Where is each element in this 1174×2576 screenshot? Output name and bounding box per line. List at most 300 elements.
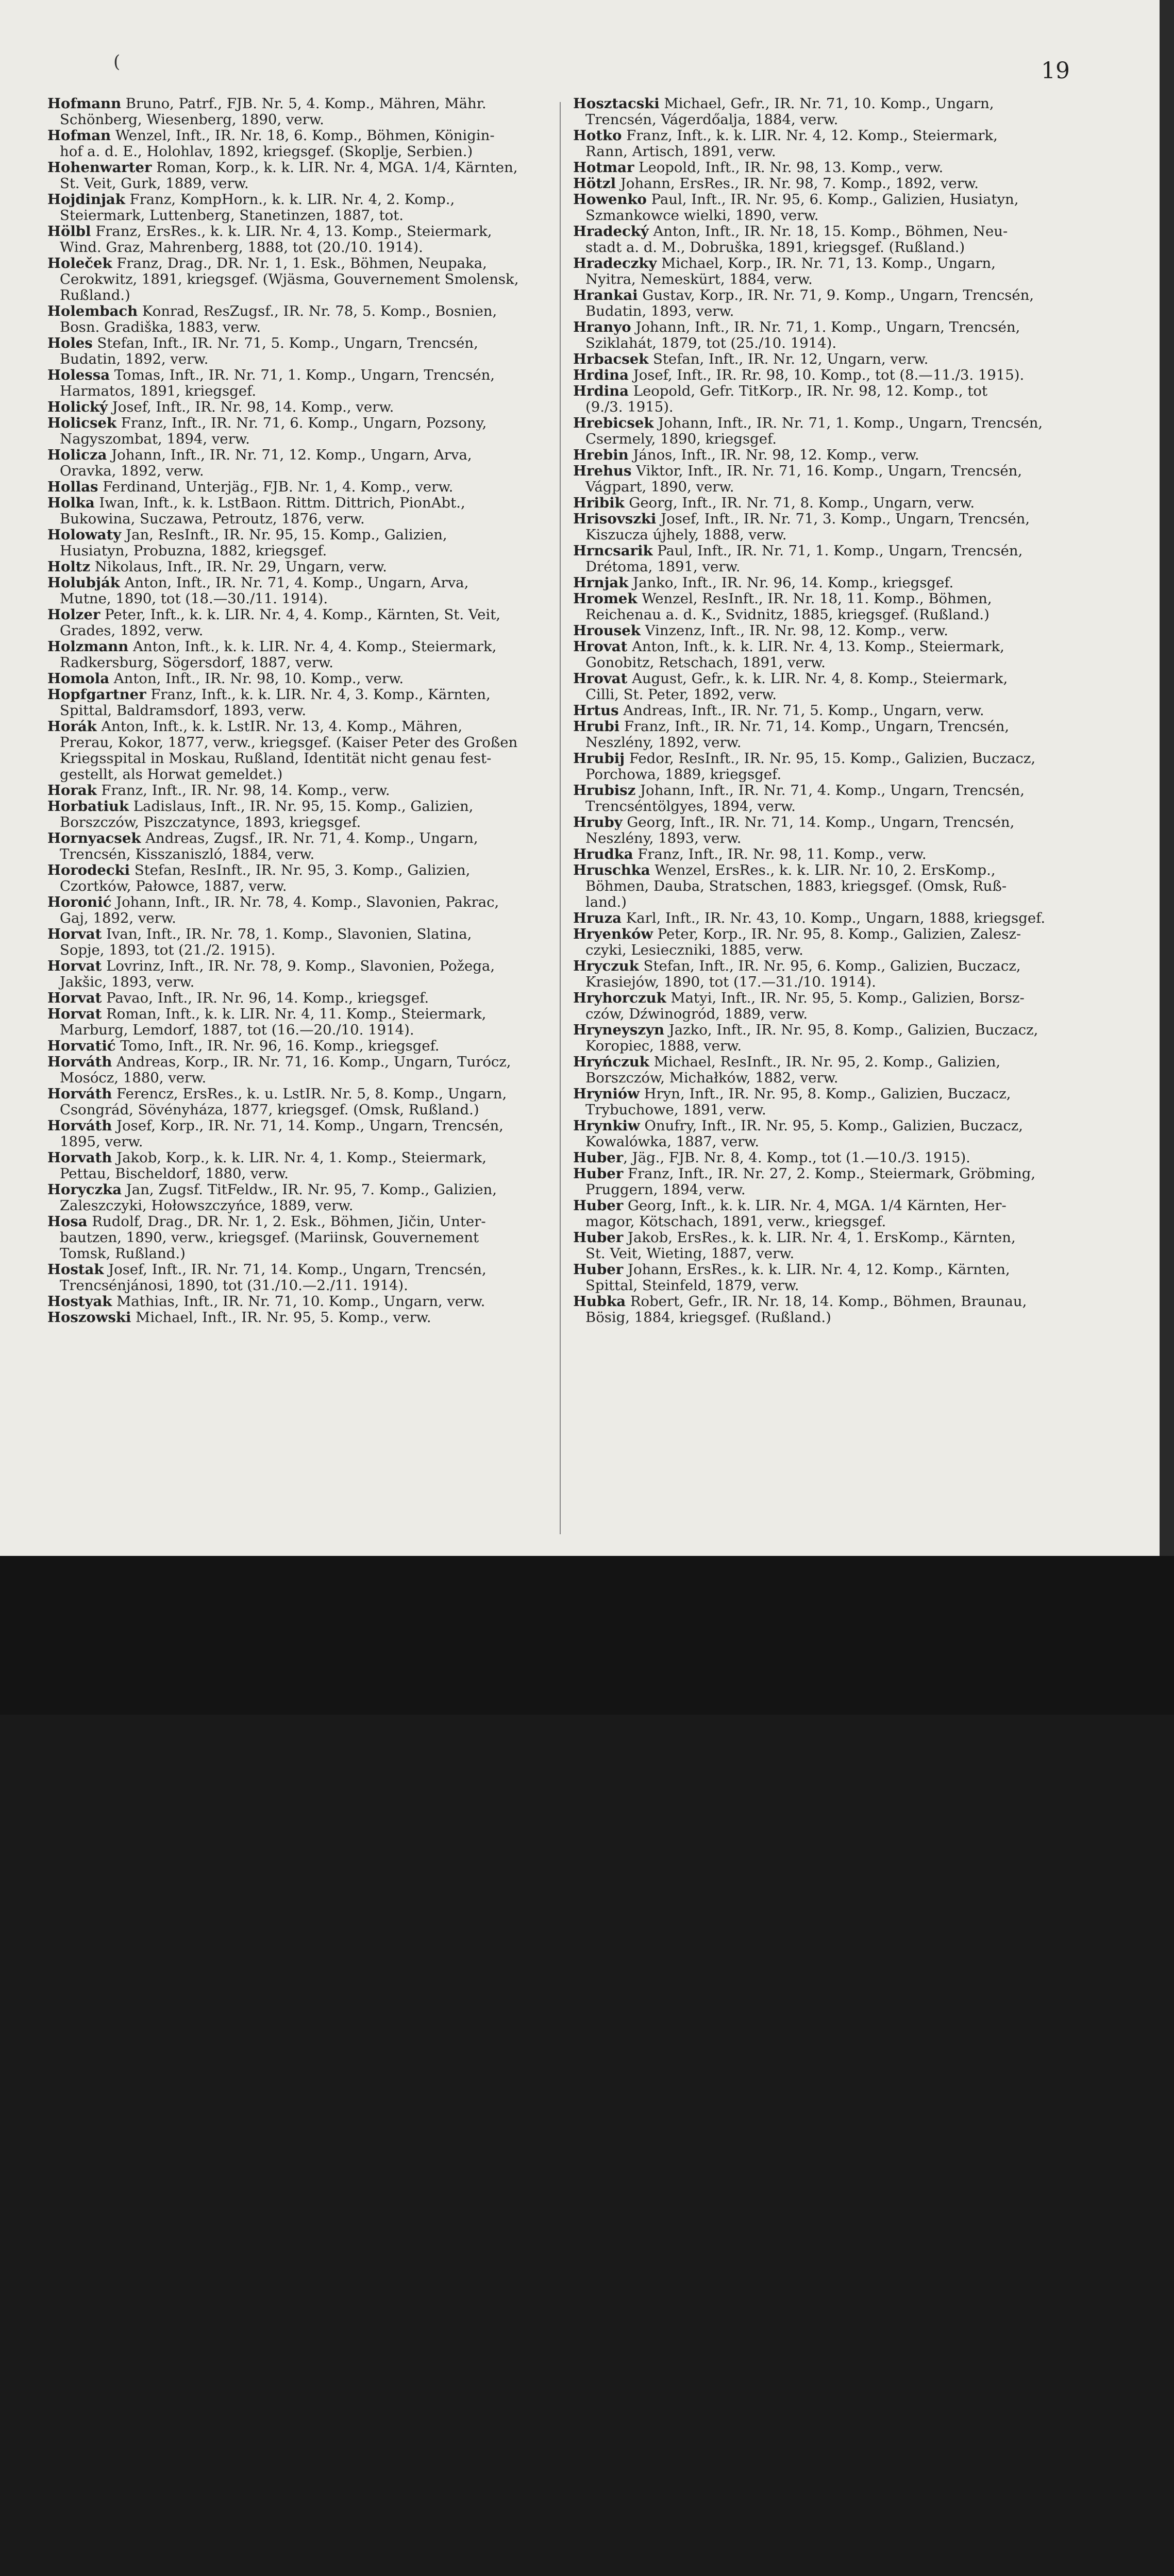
entry-continuation: Prerau, Kokor, 1877, verw., kriegsgef. (Kaiser Peter des Großen xyxy=(60,734,518,751)
register-entry xyxy=(47,303,563,335)
entry-first-line xyxy=(573,815,1088,831)
entry-details: Leopold, Inft., IR. Nr. 98, 13. Komp., verw. xyxy=(634,159,944,176)
entry-first-line xyxy=(573,383,1088,399)
entry-first-line xyxy=(573,1262,1088,1278)
entry-details: Nikolaus, Inft., IR. Nr. 29, Ungarn, verw. xyxy=(90,558,387,575)
entry-surname: Hollas xyxy=(47,479,98,495)
entry-continuation: Wind. Graz, Mahrenberg, 1888, tot (20./10. 1914). xyxy=(60,239,423,256)
register-entry xyxy=(573,383,1088,415)
entry-surname: Hornyacsek xyxy=(47,830,141,846)
entry-details: Michael, Korp., IR. Nr. 71, 13. Komp., Ungarn, xyxy=(657,255,996,272)
entry-surname: Holzmann xyxy=(47,638,129,655)
entry-first-line xyxy=(573,1118,1088,1134)
entry-first-line xyxy=(47,799,563,815)
entry-continuation: Mutne, 1890, tot (18.—30./11. 1914). xyxy=(60,590,328,607)
entry-first-line xyxy=(47,559,563,575)
register-entry xyxy=(573,224,1088,256)
entry-first-line xyxy=(573,623,1088,639)
entry-details: Konrad, ResZugsf., IR. Nr. 78, 5. Komp., Bosnien, xyxy=(138,303,497,319)
entry-first-line xyxy=(47,479,563,495)
entry-surname: Hrudka xyxy=(573,846,633,862)
entry-details: Roman, Korp., k. k. LIR. Nr. 4, MGA. 1/4, Kärnten, xyxy=(152,159,518,176)
register-entry xyxy=(573,287,1088,319)
entry-continuation: Spittal, Baldramsdorf, 1893, verw. xyxy=(60,702,307,719)
entry-continuation: 1895, verw. xyxy=(60,1133,143,1150)
entry-details: Franz, Drag., DR. Nr. 1, 1. Esk., Böhmen, Neupaka, xyxy=(112,255,487,272)
register-entry xyxy=(47,1086,563,1118)
entry-surname: Holický xyxy=(47,399,108,415)
entry-details: Mathias, Inft., IR. Nr. 71, 10. Komp., Ungarn, verw. xyxy=(112,1293,485,1310)
entry-continuation: Sopje, 1893, tot (21./2. 1915). xyxy=(60,942,276,958)
entry-surname: Hrisovszki xyxy=(573,511,657,527)
entry-details: Stefan, Inft., IR. Nr. 71, 5. Komp., Ungarn, Trencsén, xyxy=(92,335,478,351)
register-entry xyxy=(573,671,1088,703)
entry-details: Anton, Inft., k. k. LIR. Nr. 4, 4. Komp., Steiermark, xyxy=(128,638,497,655)
entry-first-line xyxy=(573,926,1088,942)
entry-details: Bruno, Patrf., FJB. Nr. 5, 4. Komp., Mähren, Mähr. xyxy=(121,96,487,112)
entry-continuation: Pruggern, 1894, verw. xyxy=(585,1181,746,1198)
register-entry xyxy=(573,495,1088,511)
entry-details: Michael, Gefr., IR. Nr. 71, 10. Komp., Ungarn, xyxy=(659,96,994,112)
entry-first-line xyxy=(573,783,1088,799)
entry-details: Peter, Korp., IR. Nr. 95, 8. Komp., Galizien, Zalesz- xyxy=(653,926,1021,942)
entry-details: Peter, Inft., k. k. LIR. Nr. 4, 4. Komp., Kärnten, St. Veit, xyxy=(100,606,501,623)
entry-details: Stefan, Inft., IR. Nr. 12, Ungarn, verw. xyxy=(648,351,929,367)
register-entry xyxy=(573,1086,1088,1118)
register-entry xyxy=(573,1262,1088,1294)
entry-continuation: Neszlény, 1892, verw. xyxy=(585,734,742,751)
entry-details: Michael, ResInft., IR. Nr. 95, 2. Komp., Galizien, xyxy=(649,1054,1001,1070)
register-entry xyxy=(573,575,1088,591)
entry-surname: Hölbl xyxy=(47,223,91,240)
register-entry xyxy=(47,1214,563,1262)
register-entry xyxy=(47,447,563,479)
entry-surname: Horak xyxy=(47,782,97,799)
entry-surname: Hrbacsek xyxy=(573,351,649,367)
entry-surname: Hradeczky xyxy=(573,255,657,272)
entry-details: Jan, Zugsf. TitFeldw., IR. Nr. 95, 7. Komp., Galizien, xyxy=(122,1181,497,1198)
column-divider xyxy=(560,102,561,1534)
register-entry xyxy=(47,224,563,256)
entry-first-line xyxy=(573,1150,1088,1166)
right-column xyxy=(573,96,1088,1547)
register-entry xyxy=(47,1310,563,1326)
entry-details: Andreas, Zugsf., IR. Nr. 71, 4. Komp., Ungarn, xyxy=(141,830,478,846)
register-entry xyxy=(573,1054,1088,1086)
entry-surname: Hrubij xyxy=(573,750,625,767)
entry-surname: Hrdina xyxy=(573,383,629,399)
entry-first-line xyxy=(573,591,1088,607)
entry-surname: Hohenwarter xyxy=(47,159,152,176)
entry-details: Johann, Inft., IR. Nr. 78, 4. Komp., Slavonien, Pakrac, xyxy=(111,894,499,910)
register-entry xyxy=(47,1182,563,1214)
entry-continuation: bautzen, 1890, verw., kriegsgef. (Mariinsk, Gouvernement xyxy=(60,1229,479,1246)
entry-details: Gustav, Korp., IR. Nr. 71, 9. Komp., Ungarn, Trencsén, xyxy=(638,287,1034,303)
entry-continuation: Budatin, 1892, verw. xyxy=(60,351,209,367)
entry-details: Wenzel, ErsRes., k. k. LIR. Nr. 10, 2. ErsKomp., xyxy=(650,862,996,878)
entry-continuation: Bösig, 1884, kriegsgef. (Rußland.) xyxy=(585,1309,831,1326)
register-entry xyxy=(47,783,563,799)
entry-continuation: Borszczów, Michałków, 1882, verw. xyxy=(585,1070,838,1086)
entry-details: Josef, Inft., IR. Nr. 98, 14. Komp., verw. xyxy=(108,399,394,415)
entry-first-line xyxy=(47,1038,563,1054)
entry-details: Franz, Inft., k. k. LIR. Nr. 4, 12. Komp., Steiermark, xyxy=(622,127,998,144)
entry-details: Robert, Gefr., IR. Nr. 18, 14. Komp., Böhmen, Braunau, xyxy=(626,1293,1027,1310)
entry-first-line xyxy=(573,846,1088,862)
entry-details: Johann, Inft., IR. Nr. 71, 1. Komp., Ungarn, Trencsén, xyxy=(631,319,1020,335)
entry-first-line xyxy=(573,1198,1088,1214)
entry-first-line xyxy=(573,751,1088,767)
entry-continuation: Neszlény, 1893, verw. xyxy=(585,830,742,846)
entry-details: , Jäg., FJB. Nr. 8, 4. Komp., tot (1.—10./3. 1915). xyxy=(623,1149,970,1166)
viewer-footer xyxy=(0,1556,1174,1715)
entry-first-line xyxy=(573,128,1088,144)
entry-details: Franz, KompHorn., k. k. LIR. Nr. 4, 2. Komp., xyxy=(125,191,455,208)
entry-details: Roman, Inft., k. k. LIR. Nr. 4, 11. Komp., Steiermark, xyxy=(102,1006,487,1022)
register-entry xyxy=(573,639,1088,671)
entry-details: Josef, Inft., IR. Nr. 71, 14. Komp., Ungarn, Trencsén, xyxy=(104,1261,487,1278)
entry-first-line xyxy=(47,575,563,591)
entry-first-line xyxy=(47,831,563,846)
entry-details: Andreas, Korp., IR. Nr. 71, 16. Komp., Ungarn, Turócz, xyxy=(112,1054,511,1070)
entry-surname: Horvath xyxy=(47,1149,112,1166)
entry-surname: Hofman xyxy=(47,127,111,144)
register-entry xyxy=(573,1022,1088,1054)
entry-surname: Hrovat xyxy=(573,638,628,655)
entry-surname: Hribik xyxy=(573,495,625,511)
entry-continuation: Rann, Artisch, 1891, verw. xyxy=(585,143,776,160)
entry-surname: Hosztacski xyxy=(573,96,660,112)
entry-first-line xyxy=(573,1054,1088,1070)
entry-surname: Hrynkiw xyxy=(573,1117,640,1134)
register-entry xyxy=(573,910,1088,926)
register-entry xyxy=(47,990,563,1006)
entry-details: Franz, Inft., IR. Nr. 98, 14. Komp., verw. xyxy=(96,782,390,799)
entry-details: Josef, Korp., IR. Nr. 71, 14. Komp., Ungarn, Trencsén, xyxy=(112,1117,504,1134)
register-entry xyxy=(573,543,1088,575)
entry-surname: Hrubi xyxy=(573,718,620,735)
register-entry xyxy=(47,862,563,894)
entry-continuation: Trybuchowe, 1891, verw. xyxy=(585,1101,766,1118)
entry-details: Paul, Inft., IR. Nr. 71, 1. Komp., Ungarn, Trencsén, xyxy=(652,543,1023,559)
margin-mark: ( xyxy=(113,52,121,72)
register-entry xyxy=(47,1118,563,1150)
entry-first-line xyxy=(47,1182,563,1198)
entry-continuation: Bukowina, Suczawa, Petroutz, 1876, verw. xyxy=(60,511,365,527)
entry-continuation: Nyitra, Nemeskürt, 1884, verw. xyxy=(585,271,813,287)
register-entry xyxy=(47,687,563,719)
register-entry xyxy=(573,958,1088,990)
entry-surname: Hoszowski xyxy=(47,1309,131,1326)
entry-first-line xyxy=(47,256,563,272)
register-entry xyxy=(47,160,563,192)
page-edge-shadow xyxy=(1160,0,1174,1556)
register-entry xyxy=(47,559,563,575)
entry-surname: Hosa xyxy=(47,1213,88,1230)
entry-first-line xyxy=(573,910,1088,926)
entry-details: Matyi, Inft., IR. Nr. 95, 5. Komp., Galizien, Borsz- xyxy=(666,990,1025,1006)
entry-details: Leopold, Gefr. TitKorp., IR. Nr. 98, 12. Komp., tot xyxy=(628,383,987,399)
entry-surname: Hrankai xyxy=(573,287,638,303)
entry-surname: Howenko xyxy=(573,191,647,208)
entry-first-line xyxy=(47,607,563,623)
register-entry xyxy=(573,1150,1088,1166)
entry-first-line xyxy=(573,1230,1088,1246)
entry-surname: Huber xyxy=(573,1261,624,1278)
entry-surname: Huber xyxy=(573,1165,624,1182)
entry-first-line xyxy=(47,495,563,511)
entry-first-line xyxy=(47,719,563,735)
entry-first-line xyxy=(47,687,563,703)
entry-continuation: Szmankowce wielki, 1890, verw. xyxy=(585,207,819,224)
entry-surname: Horvat xyxy=(47,958,102,974)
entry-details: Franz, Inft., k. k. LIR. Nr. 4, 3. Komp., Kärnten, xyxy=(146,686,491,703)
entry-continuation: Csongrád, Sövényháza, 1877, kriegsgef. (Omsk, Rußland.) xyxy=(60,1101,479,1118)
register-entry xyxy=(573,1118,1088,1150)
entry-details: Franz, ErsRes., k. k. LIR. Nr. 4, 13. Komp., Steiermark, xyxy=(91,223,492,240)
entry-surname: Hofmann xyxy=(47,96,122,112)
entry-surname: Hrncsarik xyxy=(573,543,653,559)
entry-first-line xyxy=(47,1310,563,1326)
entry-first-line xyxy=(47,303,563,319)
entry-details: Janko, Inft., IR. Nr. 96, 14. Komp., kriegsgef. xyxy=(628,574,954,591)
entry-first-line xyxy=(573,367,1088,383)
entry-continuation: Reichenau a. d. K., Svidnitz, 1885, kriegsgef. (Rußland.) xyxy=(585,606,989,623)
register-entry xyxy=(573,815,1088,846)
entry-first-line xyxy=(573,703,1088,719)
entry-continuation: Porchowa, 1889, kriegsgef. xyxy=(585,766,782,783)
entry-surname: Hrdina xyxy=(573,367,629,383)
entry-details: Georg, Inft., IR. Nr. 71, 8. Komp., Ungarn, verw. xyxy=(624,495,975,511)
entry-details: Ladislaus, Inft., IR. Nr. 95, 15. Komp., Galizien, xyxy=(129,798,474,815)
entry-first-line xyxy=(573,862,1088,878)
register-entry xyxy=(47,128,563,160)
register-entry xyxy=(47,958,563,990)
entry-continuation: czyki, Lesieczniki, 1885, verw. xyxy=(585,942,803,958)
entry-details: Johann, Inft., IR. Nr. 71, 1. Komp., Ungarn, Trencsén, xyxy=(653,415,1043,431)
entry-continuation: Jakšic, 1893, verw. xyxy=(60,974,195,990)
entry-surname: Hruschka xyxy=(573,862,650,878)
entry-continuation: Oravka, 1892, verw. xyxy=(60,463,204,479)
entry-surname: Hryczuk xyxy=(573,958,639,974)
register-entry xyxy=(47,575,563,607)
register-entry xyxy=(573,623,1088,639)
entry-continuation: Vágpart, 1890, verw. xyxy=(585,479,734,495)
entry-details: August, Gefr., k. k. LIR. Nr. 4, 8. Komp., Steiermark, xyxy=(627,670,1008,687)
register-entry xyxy=(573,926,1088,958)
entry-continuation: Rußland.) xyxy=(60,287,130,303)
entry-details: Iwan, Inft., k. k. LstBaon. Rittm. Dittrich, PionAbt., xyxy=(94,495,465,511)
entry-details: Stefan, Inft., IR. Nr. 95, 6. Komp., Galizien, Buczacz, xyxy=(639,958,1021,974)
entry-surname: Holicsek xyxy=(47,415,116,431)
entry-surname: Hotko xyxy=(573,127,622,144)
entry-surname: Horvat xyxy=(47,1006,102,1022)
entry-continuation: Czortków, Pałowce, 1887, verw. xyxy=(60,878,287,894)
register-entry xyxy=(47,894,563,926)
entry-surname: Hrtus xyxy=(573,702,619,719)
entry-details: Andreas, Inft., IR. Nr. 71, 5. Komp., Ungarn, verw. xyxy=(618,702,984,719)
entry-first-line xyxy=(573,1166,1088,1182)
entry-details: Stefan, ResInft., IR. Nr. 95, 3. Komp., Galizien, xyxy=(130,862,471,878)
entry-continuation: Trencsénjánosi, 1890, tot (31./10.—2./11. 1914). xyxy=(60,1277,408,1294)
entry-first-line xyxy=(573,319,1088,335)
entry-continuation: St. Veit, Gurk, 1889, verw. xyxy=(60,175,249,192)
entry-continuation: Cilli, St. Peter, 1892, verw. xyxy=(585,686,777,703)
entry-surname: Hubka xyxy=(573,1293,626,1310)
entry-continuation: stadt a. d. M., Dobruška, 1891, kriegsgef. (Rußland.) xyxy=(585,239,965,256)
entry-continuation: Borszczów, Piszczatynce, 1893, kriegsgef. xyxy=(60,814,361,831)
entry-first-line xyxy=(47,783,563,799)
entry-surname: Hopfgartner xyxy=(47,686,146,703)
entry-first-line xyxy=(47,862,563,878)
entry-continuation: Pettau, Bischeldorf, 1880, verw. xyxy=(60,1165,289,1182)
entry-continuation: czów, Dźwinogród, 1889, verw. xyxy=(585,1006,808,1022)
entry-details: Anton, Inft., k. k. LIR. Nr. 4, 13. Komp., Steiermark, xyxy=(627,638,1004,655)
register-entry xyxy=(573,862,1088,910)
entry-continuation: (9./3. 1915). xyxy=(585,399,674,415)
entry-details: Hryn, Inft., IR. Nr. 95, 8. Komp., Galizien, Buczacz, xyxy=(639,1086,1011,1102)
register-entry xyxy=(573,751,1088,783)
register-entry xyxy=(573,256,1088,287)
entry-surname: Horváth xyxy=(47,1054,112,1070)
entry-continuation: Cerokwitz, 1891, kriegsgef. (Wjäsma, Gouvernement Smolensk, xyxy=(60,271,519,287)
entry-first-line xyxy=(573,1022,1088,1038)
register-entry xyxy=(47,831,563,862)
entry-first-line xyxy=(573,1086,1088,1102)
register-entry xyxy=(47,926,563,958)
entry-first-line xyxy=(573,447,1088,463)
entry-surname: Holowaty xyxy=(47,527,122,543)
entry-first-line xyxy=(573,192,1088,208)
entry-first-line xyxy=(47,1054,563,1070)
entry-surname: Horvat xyxy=(47,990,102,1006)
entry-first-line xyxy=(47,415,563,431)
entry-surname: Horváth xyxy=(47,1117,112,1134)
register-entry xyxy=(47,399,563,415)
entry-details: Anton, Inft., IR. Nr. 18, 15. Komp., Böhmen, Neu- xyxy=(648,223,1008,240)
register-entry xyxy=(47,1150,563,1182)
entry-surname: Hradecký xyxy=(573,223,649,240)
entry-details: Franz, Inft., IR. Nr. 98, 11. Komp., verw. xyxy=(633,846,927,862)
entry-details: Rudolf, Drag., DR. Nr. 1, 2. Esk., Böhmen, Jičin, Unter- xyxy=(87,1213,486,1230)
entry-continuation: Budatin, 1893, verw. xyxy=(585,303,734,319)
register-entry xyxy=(573,511,1088,543)
entry-continuation: Drétoma, 1891, verw. xyxy=(585,558,741,575)
entry-continuation: Kowalówka, 1887, verw. xyxy=(585,1133,760,1150)
entry-surname: Holka xyxy=(47,495,95,511)
register-entry xyxy=(47,1262,563,1294)
entry-first-line xyxy=(47,224,563,240)
register-entry xyxy=(47,367,563,399)
entry-surname: Hryńczuk xyxy=(573,1054,649,1070)
entry-surname: Hranyo xyxy=(573,319,631,335)
register-entry xyxy=(573,128,1088,160)
entry-continuation: Krasiejów, 1890, tot (17.—31./10. 1914). xyxy=(585,974,876,990)
entry-first-line xyxy=(573,990,1088,1006)
register-entry xyxy=(47,1038,563,1054)
register-entry xyxy=(47,335,563,367)
entry-details: Johann, ErsRes., k. k. LIR. Nr. 4, 12. Komp., Kärnten, xyxy=(623,1261,1010,1278)
entry-surname: Hrovat xyxy=(573,670,628,687)
register-entry xyxy=(47,719,563,783)
entry-surname: Hruby xyxy=(573,814,623,831)
register-entry xyxy=(47,495,563,527)
entry-surname: Hötzl xyxy=(573,175,616,192)
entry-surname: Hotmar xyxy=(573,159,634,176)
entry-continuation: Gaj, 1892, verw. xyxy=(60,910,176,926)
entry-continuation: Trencsén, Vágerdőalja, 1884, verw. xyxy=(585,111,838,128)
register-entry xyxy=(47,192,563,224)
entry-first-line xyxy=(573,511,1088,527)
entry-continuation: Bosn. Gradiška, 1883, verw. xyxy=(60,319,261,335)
entry-continuation: Gonobitz, Retschach, 1891, verw. xyxy=(585,654,826,671)
entry-details: Lovrinz, Inft., IR. Nr. 78, 9. Komp., Slavonien, Požega, xyxy=(102,958,495,974)
entry-surname: Hryenków xyxy=(573,926,653,942)
entry-first-line xyxy=(573,463,1088,479)
register-entry xyxy=(47,96,563,128)
register-entry xyxy=(47,415,563,447)
entry-first-line xyxy=(47,671,563,687)
entry-continuation: Radkersburg, Sögersdorf, 1887, verw. xyxy=(60,654,334,671)
entry-continuation: Trencséntölgyes, 1894, verw. xyxy=(585,798,796,815)
entry-first-line xyxy=(573,958,1088,974)
entry-surname: Horvatić xyxy=(47,1038,116,1054)
entry-surname: Holzer xyxy=(47,606,100,623)
entry-details: Vinzenz, Inft., IR. Nr. 98, 12. Komp., verw. xyxy=(640,622,948,639)
entry-details: Franz, Inft., IR. Nr. 71, 6. Komp., Ungarn, Pozsony, xyxy=(116,415,487,431)
register-entry xyxy=(47,479,563,495)
entry-surname: Hruza xyxy=(573,910,622,926)
register-entry xyxy=(573,447,1088,463)
entry-details: Jakob, ErsRes., k. k. LIR. Nr. 4, 1. ErsKomp., Kärnten, xyxy=(623,1229,1016,1246)
entry-details: Johann, ErsRes., IR. Nr. 98, 7. Komp., 1892, verw. xyxy=(616,175,979,192)
entry-details: Anton, Inft., IR. Nr. 98, 10. Komp., verw. xyxy=(109,670,404,687)
entry-details: Michael, Inft., IR. Nr. 95, 5. Komp., verw. xyxy=(131,1309,431,1326)
register-entry xyxy=(573,1198,1088,1230)
entry-surname: Holes xyxy=(47,335,93,351)
entry-first-line xyxy=(47,128,563,144)
entry-continuation: Tomsk, Rußland.) xyxy=(60,1245,186,1262)
register-entry xyxy=(573,703,1088,719)
entry-details: Ferdinand, Unterjäg., FJB. Nr. 1, 4. Komp., verw. xyxy=(98,479,454,495)
entry-first-line xyxy=(573,543,1088,559)
register-entry xyxy=(47,607,563,639)
left-column xyxy=(47,96,563,1547)
register-entry xyxy=(47,1294,563,1310)
entry-surname: Horodecki xyxy=(47,862,130,878)
entry-first-line xyxy=(47,1118,563,1134)
register-entry xyxy=(47,671,563,687)
entry-surname: Holembach xyxy=(47,303,138,319)
entry-details: Johann, Inft., IR. Nr. 71, 12. Komp., Ungarn, Arva, xyxy=(107,447,472,463)
entry-continuation: Sziklahát, 1879, tot (25./10. 1914). xyxy=(585,335,837,351)
entry-continuation: St. Veit, Wieting, 1887, verw. xyxy=(585,1245,795,1262)
entry-continuation: land.) xyxy=(585,894,627,910)
entry-details: Tomo, Inft., IR. Nr. 96, 16. Komp., kriegsgef. xyxy=(115,1038,440,1054)
entry-continuation: magor, Kötschach, 1891, verw., kriegsgef. xyxy=(585,1213,886,1230)
register-entry xyxy=(47,256,563,303)
entry-surname: Huber xyxy=(573,1149,624,1166)
entry-surname: Huber xyxy=(573,1229,624,1246)
register-entry xyxy=(573,176,1088,192)
entry-first-line xyxy=(47,1262,563,1278)
entry-details: Jan, ResInft., IR. Nr. 95, 15. Komp., Galizien, xyxy=(121,527,447,543)
entry-details: Georg, Inft., k. k. LIR. Nr. 4, MGA. 1/4 Kärnten, Her- xyxy=(623,1197,1007,1214)
entry-details: Paul, Inft., IR. Nr. 95, 6. Komp., Galizien, Husiatyn, xyxy=(646,191,1019,208)
entry-details: Ferencz, ErsRes., k. u. LstIR. Nr. 5, 8. Komp., Ungarn, xyxy=(112,1086,507,1102)
entry-surname: Holubják xyxy=(47,574,120,591)
entry-first-line xyxy=(47,447,563,463)
